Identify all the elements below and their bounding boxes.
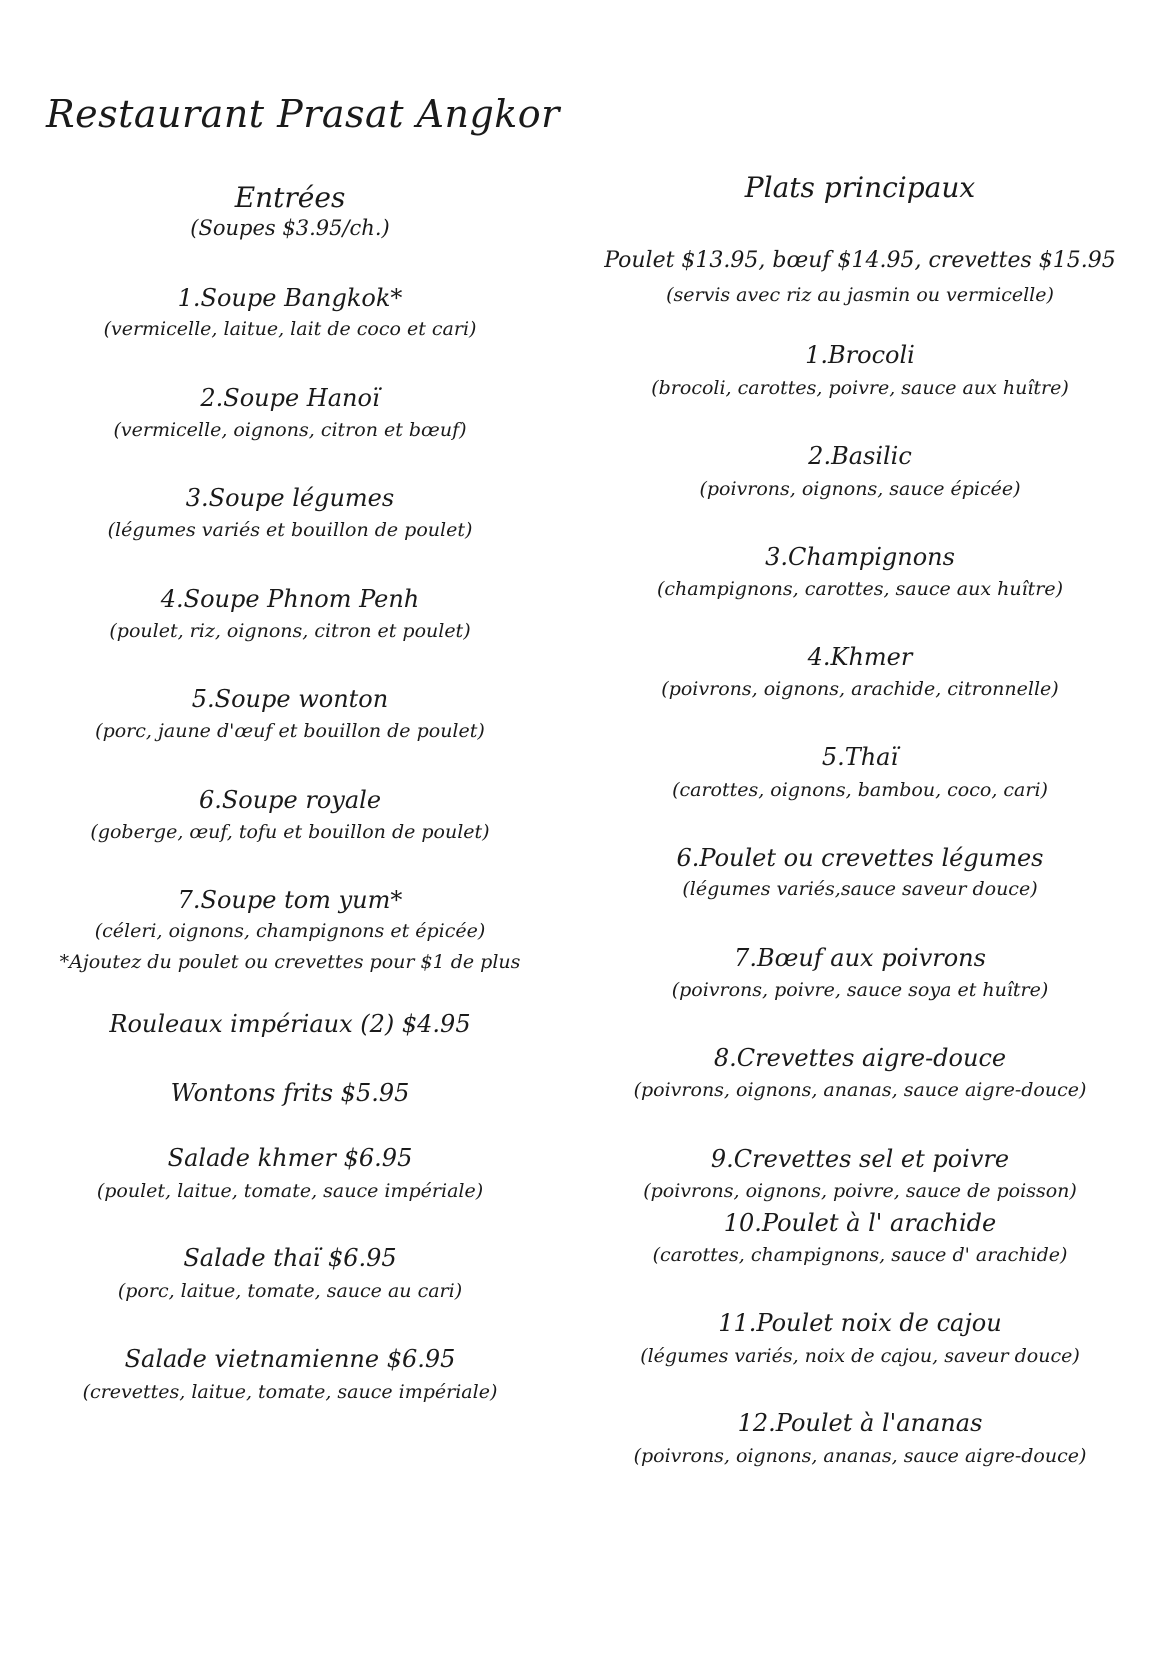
menu-item-description: (poivrons, oignons, poivre, sauce de poisson) <box>643 1180 1077 1202</box>
entrees-heading: Entrées <box>234 181 346 214</box>
menu-item-name: Wontons frits $5.95 <box>170 1079 410 1107</box>
menu-item-description: (céleri, oignons, champignons et épicée) <box>94 920 486 942</box>
menu-item-name: 1.Soupe Bangkok* <box>177 284 403 312</box>
menu-item-description: (porc, jaune d'œuf et bouillon de poulet) <box>95 720 485 742</box>
menu-item-name: Salade vietnamienne $6.95 <box>124 1345 456 1373</box>
menu-item-description: (poivrons, oignons, ananas, sauce aigre-douce) <box>633 1079 1087 1101</box>
menu-item-name: Salade thaï $6.95 <box>183 1244 397 1272</box>
menu-item-description: (légumes variés,sauce saveur douce) <box>682 878 1038 900</box>
menu-item-description: (poivrons, oignons, ananas, sauce aigre-douce) <box>633 1445 1087 1467</box>
menu-item-name: Rouleaux impériaux (2) $4.95 <box>109 1010 471 1038</box>
menu-item-name: 3.Soupe légumes <box>185 484 395 512</box>
menu-item-description: (légumes variés, noix de cajou, saveur douce) <box>640 1345 1080 1367</box>
menu-item-name: 5.Soupe wonton <box>191 685 389 713</box>
menu-item-name: 4.Soupe Phnom Penh <box>160 585 420 613</box>
menu-item-name: 9.Crevettes sel et poivre <box>710 1145 1010 1173</box>
plats-served-with: (servis avec riz au jasmin ou vermicelle) <box>666 284 1054 306</box>
menu-item-name: 1.Brocoli <box>805 341 915 369</box>
menu-item-name: 2.Soupe Hanoï <box>200 384 380 412</box>
menu-item-description: (crevettes, laitue, tomate, sauce impériale) <box>82 1381 498 1403</box>
menu-item-name: 5.Thaï <box>821 743 899 771</box>
menu-item-description: (brocoli, carottes, poivre, sauce aux huître) <box>651 377 1069 399</box>
menu-item-description: (poivrons, poivre, sauce soya et huître) <box>671 979 1049 1001</box>
menu-item-description: (légumes variés et bouillon de poulet) <box>107 519 473 541</box>
menu-item-name: 4.Khmer <box>807 643 913 671</box>
menu-item-description: (vermicelle, oignons, citron et bœuf) <box>113 419 467 441</box>
menu-item-description: (poulet, laitue, tomate, sauce impériale) <box>96 1180 484 1202</box>
menu-item-description: (champignons, carottes, sauce aux huître) <box>656 578 1064 600</box>
menu-item-note: *Ajoutez du poulet ou crevettes pour $1 de plus <box>59 951 521 973</box>
menu-item-name: Salade khmer $6.95 <box>167 1144 413 1172</box>
plats-prices: Poulet $13.95, bœuf $14.95, crevettes $15.95 <box>604 248 1116 273</box>
menu-item-description: (poivrons, oignons, sauce épicée) <box>699 478 1021 500</box>
menu-item-name: 10.Poulet à l' arachide <box>723 1209 997 1237</box>
menu-item-name: 7.Bœuf aux poivrons <box>734 944 986 972</box>
menu-item-name: 8.Crevettes aigre-douce <box>713 1044 1007 1072</box>
menu-item-description: (poivrons, oignons, arachide, citronnelle) <box>661 678 1059 700</box>
menu-item-description: (porc, laitue, tomate, sauce au cari) <box>117 1280 463 1302</box>
menu-item-name: 12.Poulet à l'ananas <box>737 1409 983 1437</box>
menu-item-description: (vermicelle, laitue, lait de coco et cari) <box>103 318 477 340</box>
menu-item-description: (carottes, champignons, sauce d' arachide) <box>652 1244 1068 1266</box>
entrees-subheading: (Soupes $3.95/ch.) <box>190 216 390 240</box>
menu-item-name: 6.Soupe royale <box>198 786 382 814</box>
menu-item-name: 2.Basilic <box>808 442 912 470</box>
menu-item-name: 11.Poulet noix de cajou <box>718 1309 1002 1337</box>
menu-item-description: (goberge, œuf, tofu et bouillon de poulet) <box>90 821 490 843</box>
menu-item-name: 3.Champignons <box>765 543 955 571</box>
menu-item-description: (poulet, riz, oignons, citron et poulet) <box>109 620 471 642</box>
restaurant-title: Restaurant Prasat Angkor <box>46 92 560 136</box>
menu-item-name: 6.Poulet ou crevettes légumes <box>676 844 1044 872</box>
menu-item-description: (carottes, oignons, bambou, coco, cari) <box>672 779 1048 801</box>
menu-item-name: 7.Soupe tom yum* <box>177 886 403 914</box>
plats-heading: Plats principaux <box>744 171 976 204</box>
